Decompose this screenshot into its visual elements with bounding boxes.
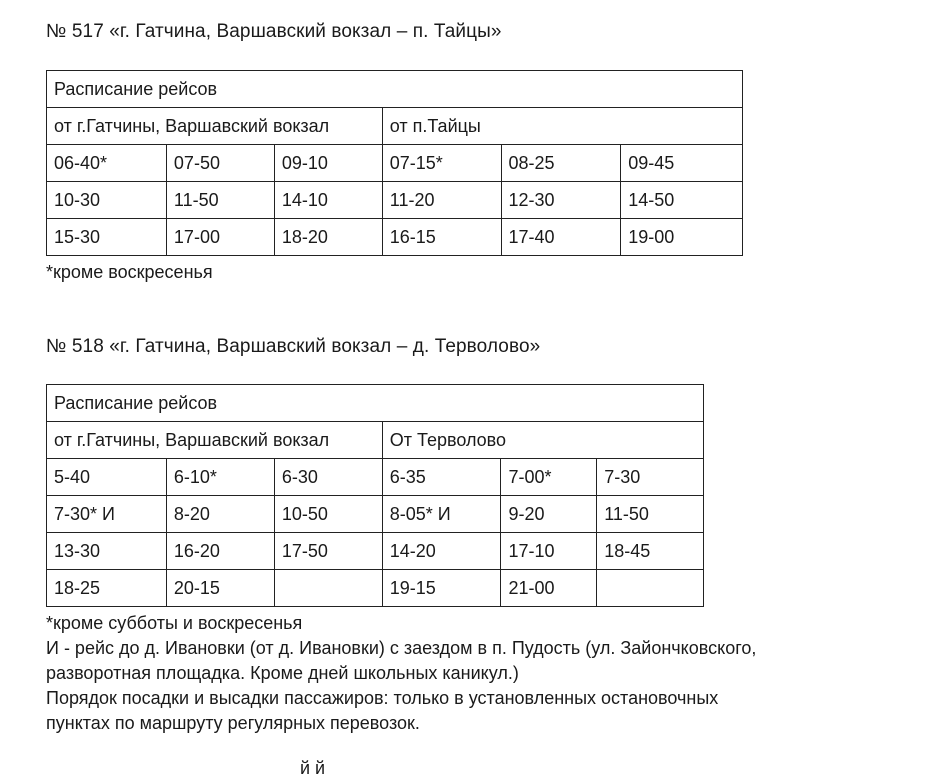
empty-cell xyxy=(274,570,382,607)
direction-from-tervolovo: От Терволово xyxy=(382,422,703,459)
direction-row xyxy=(47,108,743,145)
departure-time: 6-10* xyxy=(166,459,274,496)
departure-time: 16-20 xyxy=(166,533,274,570)
schedule-header: Расписание рейсов xyxy=(47,385,704,422)
departure-time: 9-20 xyxy=(501,496,597,533)
route-518-footnotes xyxy=(46,611,846,736)
departure-time: 12-30 xyxy=(501,182,621,219)
route-517-footnote: *кроме воскресенья xyxy=(46,262,213,282)
departure-time: 06-40* xyxy=(47,145,167,182)
departure-time: 07-50 xyxy=(166,145,274,182)
departure-time: 14-10 xyxy=(274,182,382,219)
table-row xyxy=(47,533,704,570)
direction-from-gatchina: от г.Гатчины, Варшавский вокзал xyxy=(47,108,383,145)
departure-time: 7-30 xyxy=(597,459,704,496)
direction-from-taitsy: от п.Тайцы xyxy=(382,108,742,145)
footnote-boarding-line2: пунктах по маршруту регулярных перевозок. xyxy=(46,713,420,733)
departure-time: 18-25 xyxy=(47,570,167,607)
departure-time: 11-50 xyxy=(166,182,274,219)
footnote-boarding-line1: Порядок посадки и высадки пассажиров: только в установленных остановочных xyxy=(46,688,719,708)
departure-time: 17-10 xyxy=(501,533,597,570)
departure-time: 14-20 xyxy=(382,533,501,570)
footnote-weekend: *кроме субботы и воскресенья xyxy=(46,613,303,633)
departure-time: 14-50 xyxy=(621,182,743,219)
departure-time: 18-45 xyxy=(597,533,704,570)
departure-time: 20-15 xyxy=(166,570,274,607)
route-518-schedule-table xyxy=(46,384,704,607)
departure-time: 17-40 xyxy=(501,219,621,256)
departure-time: 11-20 xyxy=(382,182,501,219)
departure-time: 7-00* xyxy=(501,459,597,496)
empty-cell xyxy=(597,570,704,607)
departure-time: 6-35 xyxy=(382,459,501,496)
departure-time: 07-15* xyxy=(382,145,501,182)
schedule-header: Расписание рейсов xyxy=(47,71,743,108)
direction-row xyxy=(47,422,704,459)
route-518-title: № 518 «г. Гатчина, Варшавский вокзал – д. Терволово» xyxy=(46,336,541,357)
table-header-row xyxy=(47,71,743,108)
table-row xyxy=(47,219,743,256)
departure-time: 6-30 xyxy=(274,459,382,496)
table-row xyxy=(47,459,704,496)
departure-time: 13-30 xyxy=(47,533,167,570)
departure-time: 09-45 xyxy=(621,145,743,182)
departure-time: 09-10 xyxy=(274,145,382,182)
table-row xyxy=(47,496,704,533)
cut-off-next-line: й й xyxy=(300,758,326,778)
departure-time: 15-30 xyxy=(47,219,167,256)
direction-from-gatchina: от г.Гатчины, Варшавский вокзал xyxy=(47,422,383,459)
route-517-schedule-table xyxy=(46,70,743,256)
footnote-ivanovka-line1: И - рейс до д. Ивановки (от д. Ивановки) с заездом в п. Пудость (ул. Зайончковского, xyxy=(46,638,757,658)
table-row xyxy=(47,145,743,182)
table-row xyxy=(47,570,704,607)
departure-time: 7-30* И xyxy=(47,496,167,533)
departure-time: 8-20 xyxy=(166,496,274,533)
departure-time: 10-30 xyxy=(47,182,167,219)
departure-time: 11-50 xyxy=(597,496,704,533)
departure-time: 18-20 xyxy=(274,219,382,256)
departure-time: 21-00 xyxy=(501,570,597,607)
footnote-ivanovka-line2: разворотная площадка. Кроме дней школьных каникул.) xyxy=(46,663,519,683)
departure-time: 16-15 xyxy=(382,219,501,256)
departure-time: 19-15 xyxy=(382,570,501,607)
departure-time: 10-50 xyxy=(274,496,382,533)
departure-time: 8-05* И xyxy=(382,496,501,533)
departure-time: 17-00 xyxy=(166,219,274,256)
route-517-title: № 517 «г. Гатчина, Варшавский вокзал – п. Тайцы» xyxy=(46,21,502,42)
table-row xyxy=(47,182,743,219)
departure-time: 17-50 xyxy=(274,533,382,570)
departure-time: 08-25 xyxy=(501,145,621,182)
table-header-row xyxy=(47,385,704,422)
departure-time: 5-40 xyxy=(47,459,167,496)
departure-time: 19-00 xyxy=(621,219,743,256)
